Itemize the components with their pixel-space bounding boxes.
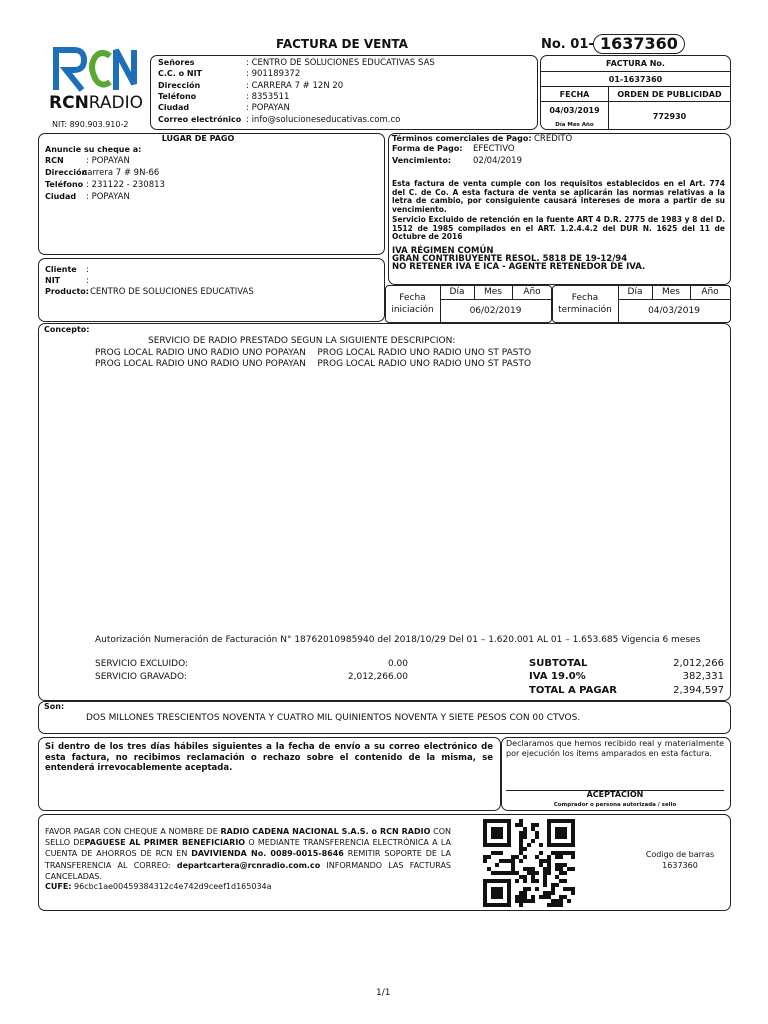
cufe-label: CUFE: [45, 882, 72, 891]
excluido-label: SERVICIO EXCLUIDO: [95, 659, 189, 669]
client-header-value: : info@solucioneseducativas.com.co [246, 114, 401, 125]
brand-name-light: RADIO [88, 93, 144, 113]
payment-place-value: : POPAYAN [86, 156, 130, 166]
pay-text-3: O MEDIANTE TRANSFERENCIA ELECTRÓNICA A LA CUENTA DE AHORROS DE RCN EN [45, 838, 451, 859]
concept-label: Concepto: [44, 325, 90, 334]
total-label: TOTAL A PAGAR [529, 685, 617, 696]
payment-place-value: : carrera 7 # 9N-66 [77, 168, 160, 178]
terminos-value: CREDITO [534, 134, 573, 144]
subtotal-value: 2,012,266 [673, 658, 724, 669]
declaramos-text: Declaramos que hemos recibido real y materialmente por ejecución los ítems amparados en esta factura. [506, 739, 724, 758]
orden-value: 772930 [652, 112, 687, 121]
barcode-value: 1637360 [662, 861, 698, 870]
payment-place-label: RCN [45, 156, 64, 165]
cufe-line [45, 882, 272, 891]
payment-place-label: Dirección [45, 168, 88, 177]
terminos-label: Términos comerciales de Pago: [392, 134, 532, 143]
start-label-2: iniciación [391, 305, 434, 315]
regimen-2: GRAN CONTRIBUYENTE RESOL. 5818 DE 19-12/94 [392, 254, 628, 264]
client-header-label: Ciudad [158, 103, 190, 113]
pay-text-4: REMITIR SOPORTE DE LA TRANSFERENCIA AL CORREO: [45, 849, 451, 870]
gravado-value: 2,012,266.00 [347, 672, 408, 682]
page-number: 1/1 [376, 988, 391, 998]
cliente-label: Cliente [45, 265, 77, 274]
fecha-value: 04/03/2019 [549, 106, 600, 115]
payment-place-label: Teléfono [45, 180, 84, 189]
producto-value: CENTRO DE SOLUCIONES EDUCATIVAS [90, 287, 254, 297]
brand-name-bold: RCN [49, 93, 89, 113]
anuncie-label: Anuncie su cheque a: [45, 145, 142, 154]
end-date-value: 04/03/2019 [648, 306, 700, 316]
total-value: 2,394,597 [673, 685, 724, 696]
cufe-value: 96cbc1ae00459384312c4e742d9ceef1d165034a [74, 882, 272, 891]
start-date-value: 06/02/2019 [469, 306, 522, 316]
pay-beneficiary: RADIO CADENA NACIONAL S.A.S. o RCN RADIO [220, 827, 431, 836]
forma-label: Forma de Pago: [392, 144, 463, 153]
pay-seal: PAGUESE AL PRIMER BENEFICIARIO [84, 838, 246, 848]
qr-code-icon [483, 819, 575, 907]
son-label: Son: [44, 702, 65, 711]
payment-place-value: : 231122 - 230813 [86, 180, 165, 190]
start-dia: Día [449, 287, 465, 297]
invoice-number: 1637360 [593, 34, 685, 54]
producto-label: Producto: [45, 287, 89, 296]
iva-label: IVA 19.0% [529, 671, 586, 682]
concept-line-3: PROG LOCAL RADIO UNO RADIO UNO POPAYAN PROG LOCAL RADIO UNO RADIO UNO ST PASTO [95, 359, 532, 369]
client-header-label: Señores [158, 58, 195, 67]
forma-value: EFECTIVO [473, 144, 515, 154]
start-mes: Mes [484, 287, 502, 297]
rcn-logo [50, 44, 142, 92]
invoice-title: FACTURA DE VENTA [276, 37, 408, 51]
fecha-hint: Día Mes Año [555, 122, 594, 128]
aceptacion-label: ACEPTACION [586, 790, 644, 799]
client-header-label: Dirección [158, 80, 201, 90]
iva-value: 382,331 [682, 671, 724, 682]
end-ano: Año [701, 287, 719, 297]
pay-account: DAVIVIENDA No. 0089-0015-8646 [191, 849, 344, 859]
firma-label: Comprador o persona autorizada / sello [553, 802, 677, 808]
nit-label: NIT [45, 276, 61, 285]
regimen-3: NO RETENER IVA E ICA - AGENTE RETENEDOR DE IVA. [392, 262, 646, 272]
payment-place-header: LUGAR DE PAGO [161, 134, 235, 143]
start-ano: Año [523, 287, 541, 297]
barcode-label: Codigo de barras [645, 850, 715, 859]
factura-value: 01-1637360 [608, 75, 663, 84]
client-header-value: : CENTRO DE SOLUCIONES EDUCATIVAS SAS [246, 58, 435, 68]
venc-label: Vencimiento: [392, 156, 452, 165]
start-label-1: Fecha [399, 293, 426, 303]
end-label-1: Fecha [571, 293, 599, 303]
payment-place-label: Ciudad [45, 192, 77, 201]
pay-text-2: CON SELLO DE [45, 827, 451, 848]
fecha-label: FECHA [559, 90, 590, 99]
end-label-2: terminación [558, 305, 612, 315]
gravado-label: SERVICIO GRAVADO: [95, 672, 187, 682]
acceptance-notice: Si dentro de los tres días hábiles siguientes a la fecha de envío a su correo electrónico de esta factura, no recibimos reclamación o rechazo sobre el contenido de la misma, se entenderá irrevocablemente aceptada. [45, 742, 493, 773]
payment-place-value: : POPAYAN [86, 192, 130, 202]
autorizacion-text: Autorización Numeración de Facturación N° 18762010985940 del 2018/10/29 Del 01 – 1.620.001 AL 01 – 1.653.685 Vigencia 6 meses [95, 635, 701, 645]
nit-value: : [86, 276, 89, 286]
orden-label: ORDEN DE PUBLICIDAD [617, 90, 722, 99]
payment-instructions [45, 826, 451, 882]
client-header-label: C.C. o NIT [158, 69, 203, 79]
pay-text-1: FAVOR PAGAR CON CHEQUE A NOMBRE DE [45, 827, 221, 836]
brand-nit: NIT: 890.903.910-2 [52, 120, 129, 129]
end-mes: Mes [662, 287, 680, 297]
end-dia: Día [627, 287, 643, 297]
concept-line-1: SERVICIO DE RADIO PRESTADO SEGUN LA SIGUIENTE DESCRIPCION: [148, 336, 456, 346]
legal-text-2: Servicio Excluido de retención en la fuente ART 4 D.R. 2775 de 1983 y 8 del D. 1512 de 1985 compilados en el ART. 1.2.4.4.2 del DUR N. 1625 del 11 de Octubre de 2016 [392, 215, 725, 241]
legal-text-1: Esta factura de venta cumple con los requisitos establecidos en el Art. 774 del C. de Co. A esta factura de venta se aplicarán las normas relativas a la letra de cambio, por consiguiente causará intereses de mora a partir de su vencimiento. [392, 179, 725, 214]
client-header-value: : 8353511 [246, 91, 290, 102]
pay-email[interactable]: departcartera@rcnradio.com.co [176, 860, 321, 870]
excluido-value: 0.00 [387, 659, 408, 669]
pay-text-5: INFORMANDO LAS FACTURAS CANCELADAS. [45, 860, 452, 881]
client-header-value: : CARRERA 7 # 12N 20 [246, 80, 344, 91]
cliente-value: : [86, 265, 89, 275]
regimen-1: IVA RÉGIMEN COMÚN [392, 246, 494, 256]
client-header-value: : POPAYAN [246, 103, 290, 114]
brand-name [49, 94, 143, 112]
client-header-value: : 901189372 [246, 69, 301, 80]
invoice-number-prefix: No. 01- [541, 37, 594, 52]
concept-line-2: PROG LOCAL RADIO UNO RADIO UNO POPAYAN PROG LOCAL RADIO UNO RADIO UNO ST PASTO [95, 348, 532, 358]
client-header-label: Correo electrónico [158, 114, 242, 124]
son-text: DOS MILLONES TRESCIENTOS NOVENTA Y CUATRO MIL QUINIENTOS NOVENTA Y SIETE PESOS CON 00 CTVOS. [86, 713, 581, 723]
subtotal-label: SUBTOTAL [529, 658, 588, 669]
factura-label: FACTURA No. [606, 59, 665, 68]
client-header-label: Teléfono [158, 91, 197, 101]
venc-value: 02/04/2019 [473, 156, 522, 166]
